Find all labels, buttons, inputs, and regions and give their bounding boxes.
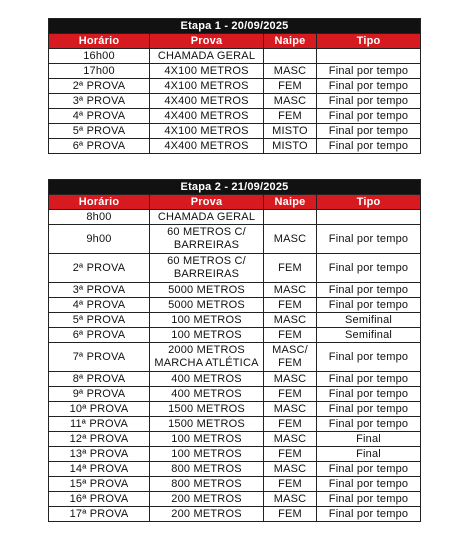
cell-tipo: Final por tempo bbox=[317, 254, 421, 283]
cell-prova: 200 METROS bbox=[150, 492, 264, 507]
cell-tipo bbox=[317, 210, 421, 225]
cell-naipe: FEM bbox=[264, 109, 317, 124]
table-title: Etapa 2 - 21/09/2025 bbox=[49, 180, 421, 195]
table-row bbox=[49, 210, 421, 225]
table-row bbox=[49, 109, 421, 124]
cell-horario: 16h00 bbox=[49, 49, 150, 64]
table-row bbox=[49, 387, 421, 402]
cell-tipo: Final por tempo bbox=[317, 298, 421, 313]
table-row bbox=[49, 298, 421, 313]
cell-tipo: Final por tempo bbox=[317, 64, 421, 79]
cell-naipe: FEM bbox=[264, 387, 317, 402]
cell-horario: 17ª PROVA bbox=[49, 507, 150, 522]
cell-tipo: Final por tempo bbox=[317, 477, 421, 492]
cell-prova: CHAMADA GERAL bbox=[150, 49, 264, 64]
cell-naipe bbox=[264, 210, 317, 225]
cell-prova: 5000 METROS bbox=[150, 298, 264, 313]
cell-naipe: FEM bbox=[264, 79, 317, 94]
table-row bbox=[49, 402, 421, 417]
cell-tipo: Semifinal bbox=[317, 328, 421, 343]
cell-tipo: Final por tempo bbox=[317, 109, 421, 124]
table-row bbox=[49, 372, 421, 387]
cell-horario: 11ª PROVA bbox=[49, 417, 150, 432]
table-row bbox=[49, 283, 421, 298]
cell-tipo: Final por tempo bbox=[317, 492, 421, 507]
cell-prova: 4X400 METROS bbox=[150, 139, 264, 154]
table-row bbox=[49, 492, 421, 507]
cell-naipe: MASC/ FEM bbox=[264, 343, 317, 372]
cell-horario: 2ª PROVA bbox=[49, 254, 150, 283]
cell-prova: 1500 METROS bbox=[150, 402, 264, 417]
cell-horario: 13ª PROVA bbox=[49, 447, 150, 462]
schedule-table-etapa-2 bbox=[48, 179, 421, 522]
cell-tipo: Final por tempo bbox=[317, 94, 421, 109]
cell-naipe: FEM bbox=[264, 298, 317, 313]
table-row bbox=[49, 432, 421, 447]
column-header-horario: Horário bbox=[49, 195, 150, 210]
cell-tipo: Final por tempo bbox=[317, 225, 421, 254]
column-header-tipo: Tipo bbox=[317, 34, 421, 49]
cell-tipo: Final por tempo bbox=[317, 387, 421, 402]
cell-tipo: Final por tempo bbox=[317, 462, 421, 477]
cell-horario: 14ª PROVA bbox=[49, 462, 150, 477]
table-row bbox=[49, 462, 421, 477]
table-row bbox=[49, 94, 421, 109]
cell-prova: 2000 METROS MARCHA ATLÉTICA bbox=[150, 343, 264, 372]
cell-naipe: MASC bbox=[264, 402, 317, 417]
cell-horario: 5ª PROVA bbox=[49, 124, 150, 139]
table-body bbox=[49, 210, 421, 522]
cell-prova: 400 METROS bbox=[150, 387, 264, 402]
cell-prova: 200 METROS bbox=[150, 507, 264, 522]
cell-horario: 5ª PROVA bbox=[49, 313, 150, 328]
cell-naipe: FEM bbox=[264, 417, 317, 432]
column-header-naipe: Naipe bbox=[264, 195, 317, 210]
table-row bbox=[49, 477, 421, 492]
cell-prova: 100 METROS bbox=[150, 313, 264, 328]
cell-naipe: MASC bbox=[264, 225, 317, 254]
cell-horario: 17h00 bbox=[49, 64, 150, 79]
cell-horario: 8h00 bbox=[49, 210, 150, 225]
table-row bbox=[49, 49, 421, 64]
cell-prova: 400 METROS bbox=[150, 372, 264, 387]
cell-tipo: Final bbox=[317, 447, 421, 462]
cell-horario: 16ª PROVA bbox=[49, 492, 150, 507]
cell-naipe: FEM bbox=[264, 328, 317, 343]
cell-naipe: FEM bbox=[264, 447, 317, 462]
cell-naipe bbox=[264, 49, 317, 64]
cell-horario: 4ª PROVA bbox=[49, 298, 150, 313]
cell-horario: 4ª PROVA bbox=[49, 109, 150, 124]
table-row bbox=[49, 507, 421, 522]
cell-prova: 100 METROS bbox=[150, 432, 264, 447]
cell-naipe: MISTO bbox=[264, 124, 317, 139]
column-header-prova: Prova bbox=[150, 195, 264, 210]
cell-horario: 6ª PROVA bbox=[49, 139, 150, 154]
cell-naipe: MISTO bbox=[264, 139, 317, 154]
cell-tipo: Final por tempo bbox=[317, 343, 421, 372]
cell-prova: 5000 METROS bbox=[150, 283, 264, 298]
cell-horario: 3ª PROVA bbox=[49, 94, 150, 109]
cell-horario: 10ª PROVA bbox=[49, 402, 150, 417]
cell-prova: 60 METROS C/ BARREIRAS bbox=[150, 254, 264, 283]
cell-prova: 100 METROS bbox=[150, 328, 264, 343]
cell-horario: 15ª PROVA bbox=[49, 477, 150, 492]
column-header-naipe: Naipe bbox=[264, 34, 317, 49]
column-header-tipo: Tipo bbox=[317, 195, 421, 210]
schedule-table-etapa-1 bbox=[48, 18, 421, 154]
cell-horario: 2ª PROVA bbox=[49, 79, 150, 94]
cell-tipo: Final bbox=[317, 432, 421, 447]
cell-tipo bbox=[317, 49, 421, 64]
cell-tipo: Semifinal bbox=[317, 313, 421, 328]
table-row bbox=[49, 328, 421, 343]
cell-tipo: Final por tempo bbox=[317, 139, 421, 154]
cell-prova: 60 METROS C/ BARREIRAS bbox=[150, 225, 264, 254]
cell-horario: 7ª PROVA bbox=[49, 343, 150, 372]
table-row bbox=[49, 79, 421, 94]
table-row bbox=[49, 139, 421, 154]
cell-horario: 12ª PROVA bbox=[49, 432, 150, 447]
cell-tipo: Final por tempo bbox=[317, 124, 421, 139]
cell-naipe: MASC bbox=[264, 462, 317, 477]
cell-tipo: Final por tempo bbox=[317, 402, 421, 417]
cell-prova: 4X100 METROS bbox=[150, 64, 264, 79]
cell-prova: 100 METROS bbox=[150, 447, 264, 462]
cell-naipe: MASC bbox=[264, 492, 317, 507]
table-row bbox=[49, 124, 421, 139]
cell-naipe: FEM bbox=[264, 507, 317, 522]
table-row bbox=[49, 417, 421, 432]
cell-naipe: MASC bbox=[264, 64, 317, 79]
cell-naipe: FEM bbox=[264, 477, 317, 492]
cell-prova: 800 METROS bbox=[150, 462, 264, 477]
cell-prova: 4X100 METROS bbox=[150, 124, 264, 139]
cell-naipe: MASC bbox=[264, 283, 317, 298]
cell-tipo: Final por tempo bbox=[317, 417, 421, 432]
cell-tipo: Final por tempo bbox=[317, 372, 421, 387]
cell-naipe: MASC bbox=[264, 313, 317, 328]
cell-horario: 9h00 bbox=[49, 225, 150, 254]
cell-prova: 4X100 METROS bbox=[150, 79, 264, 94]
cell-horario: 6ª PROVA bbox=[49, 328, 150, 343]
cell-naipe: MASC bbox=[264, 432, 317, 447]
table-row bbox=[49, 447, 421, 462]
cell-naipe: MASC bbox=[264, 372, 317, 387]
cell-naipe: FEM bbox=[264, 254, 317, 283]
cell-tipo: Final por tempo bbox=[317, 79, 421, 94]
table-row bbox=[49, 225, 421, 254]
cell-prova: 4X400 METROS bbox=[150, 94, 264, 109]
table-title: Etapa 1 - 20/09/2025 bbox=[49, 19, 421, 34]
cell-tipo: Final por tempo bbox=[317, 507, 421, 522]
table-row bbox=[49, 313, 421, 328]
cell-prova: CHAMADA GERAL bbox=[150, 210, 264, 225]
cell-naipe: MASC bbox=[264, 94, 317, 109]
column-header-horario: Horário bbox=[49, 34, 150, 49]
cell-tipo: Final por tempo bbox=[317, 283, 421, 298]
table-row bbox=[49, 343, 421, 372]
table-row bbox=[49, 64, 421, 79]
cell-prova: 1500 METROS bbox=[150, 417, 264, 432]
column-header-prova: Prova bbox=[150, 34, 264, 49]
cell-horario: 8ª PROVA bbox=[49, 372, 150, 387]
table-body bbox=[49, 49, 421, 154]
table-row bbox=[49, 254, 421, 283]
cell-prova: 800 METROS bbox=[150, 477, 264, 492]
cell-prova: 4X400 METROS bbox=[150, 109, 264, 124]
cell-horario: 9ª PROVA bbox=[49, 387, 150, 402]
cell-horario: 3ª PROVA bbox=[49, 283, 150, 298]
